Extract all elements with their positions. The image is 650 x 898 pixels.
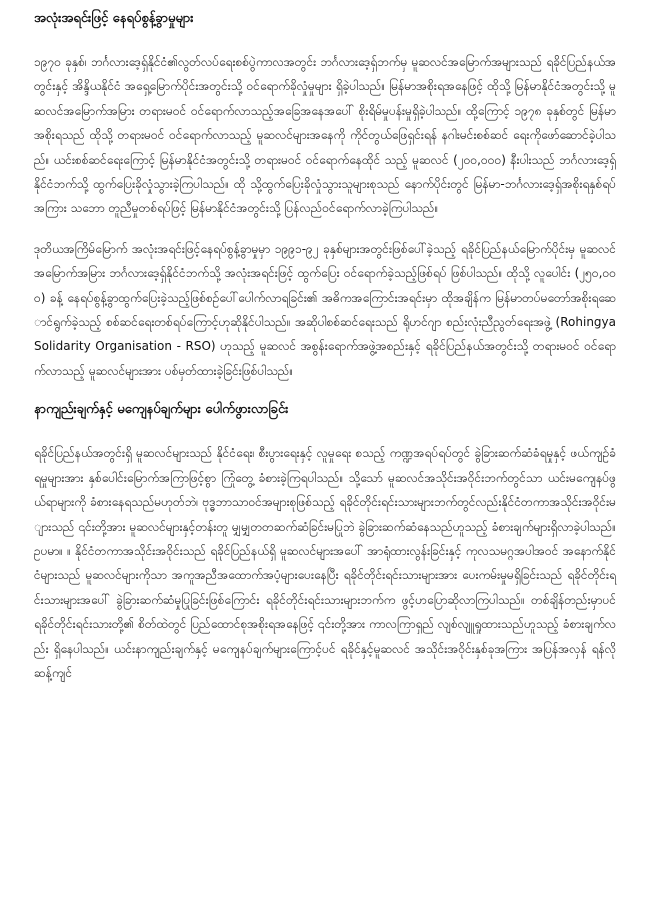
section-heading-mass-displacement: အလုံးအရင်းဖြင့် နေရပ်စွန့်ခွာမှုများ — [34, 11, 194, 26]
paragraph-grievances: ရခိုင်ပြည်နယ်အတွင်းရှိ မူဆလင်များသည် နိုင်ငံရေး၊ စီးပွားရေးနှင့် လူမှုရေး စသည့် ကဏ္ဍအရပ်ရပ်တွင် ခွဲခြားဆက်ဆံခံရမှုနှင့် ဖယ်ကျဉ်ခံရမှုများအား နှစ်ပေါင်းမြောက်အကြာဖြင့်စွာ ကြုံတွေ့ ခံစားခဲ့ကြရပါသည်။ သို့သော် မူဆလင်အသိုင်းအဝိုင်းဘက်တွင်သာ ယင်းမကျေနပ်ဖွယ်ရာများကို ခံစားနေရသည်မဟုတ်ဘဲ၊ ဗုဒ္ဓဘာသာဝင်အများစုဖြစ်သည့် ရခိုင်တိုင်းရင်းသားများဘက်တွင်လည်းနိုင်ငံတကာအသိုင်းအဝိုင်းများသည် ၎င်းတို့အား မူဆလင်များနှင့်တန်းတူ မျှမျှတတဆက်ဆံခြင်းမပြုဘဲ ခွဲခြားဆက်ဆံနေသည်ဟူသည့် ခံစားချက်များရှိလာခဲ့ပါသည်။ ဥပမာ။ ။ နိုင်ငံတကာအသိုင်းအဝိုင်းသည် ရခိုင်ပြည်နယ်ရှိ မူဆလင်များအပေါ် အာရုံထားလွန်းခြင်းနှင့် ကုလသမဂ္ဂအပါအဝင် အနောက်နိုင်ငံများသည် မူဆလင်များကိုသာ အကူအညီအထောက်အပံ့များပေးနေပြီး ရခိုင်တိုင်းရင်းသားများအား ပေးကမ်းမှုမရှိခြင်းသည် ရခိုင်တိုင်းရင်းသားများအပေါ် ခွဲခြားဆက်ဆံမှုပြုခြင်းဖြစ်ကြောင်း ရခိုင်တိုင်းရင်းသားများဘက်က ဖွင့်ဟပြောဆိုလာကြပါသည်။ တစ်ချိန်တည်းမှာပင် ရခိုင်တိုင်းရင်းသားတို့၏ စိတ်ထဲတွင် ပြည်ထောင်စုအစိုးရအနေဖြင့် ၎င်းတို့အား ကာလကြာရှည် လျစ်လျူရှုထားသည်ဟူသည့် ခံစားချက်လည်း ရှိနေပါသည်။ ယင်းနာကျည်းချက်နှင့် မကျေနပ်ချက်များကြောင့်ပင် ရခိုင်နှင့်မူဆလင် အသိုင်းအဝိုင်းနှစ်ခုအကြား အပြန်အလှန် ရန်လိုဆန့်ကျင် — [34, 446, 616, 680]
paragraph-1970-displacement: ၁၉၇၀ ခုနှစ်၊ ဘင်္ဂလားဒေ့ရှ်နိုင်ငံ၏လွတ်လပ်ရေးစစ်ပွဲကာလအတွင်း ဘင်္ဂလားဒေ့ရှ်ဘက်မှ မူဆလင်အမြောက်အများသည် ရခိုင်ပြည်နယ်အတွင်းနှင့် အိန္ဒိယနိုင်ငံ အရှေ့မြောက်ပိုင်းအတွင်းသို့ ဝင်ရောက်ခိုလှုံမှုများ ရှိခဲ့ပါသည်။ မြန်မာအစိုးရအနေဖြင့် ထိုသို့ မြန်မာနိုင်ငံအတွင်းသို့ မူဆလင်အမြောက်အမြား တရားမဝင် ဝင်ရောက်လာသည့်အခြေအနေအပေါ် စိုးရိမ်မှုပန်းမှုရှိခဲ့ပါသည်။ ထို့ကြောင့် ၁၉၇၈ ခုနှစ်တွင် မြန်မာအစိုးရသည် ထိုသို့ တရားမဝင် ဝင်ရောက်လာသည့် မူဆလင်များအနေကို ကိုင်တွယ်ဖြေရှင်းရန် နဂါးမင်းစစ်ဆင် ရေးကိုဖော်ဆောင်ခဲ့ပါသည်။ ယင်းစစ်ဆင်ရေးကြောင့် မြန်မာနိုင်ငံအတွင်းသို့ တရားမဝင် ဝင်ရောက်နေထိုင် သည့် မူဆလင် (၂၀၀,၀၀၀) နီးပါးသည် ဘင်္ဂလားဒေ့ရှ်နိုင်ငံဘက်သို့ ထွက်ပြေးခိုလှုံသွားခဲ့ကြပါသည်။ ထို သို့ထွက်ပြေးခိုလှုံသွားသူများစုသည် နောက်ပိုင်းတွင် မြန်မာ-ဘင်္ဂလားဒေ့ရှ်အစိုးရနှစ်ရပ်အကြား သဘော တူညီမှုတစ်ရပ်ဖြင့် မြန်မာနိုင်ငံအတွင်းသို့ ပြန်လည်ဝင်ရောက်လာခဲ့ကြပါသည်။ — [34, 55, 616, 216]
section-heading-grievances: နာကျည်းချက်နှင့် မကျေနပ်ချက်များ ပေါက်ဖွားလာခြင်း — [34, 402, 289, 418]
paragraph-1991-displacement: ဒုတိယအကြိမ်မြောက် အလုံးအရင်းဖြင့်နေရပ်စွန့်ခွာမှုမှာ ၁၉၉၁-၉၂ ခုနှစ်များအတွင်းဖြစ်ပေါ်ခဲ့သည့် ရခိုင်ပြည်နယ်မြောက်ပိုင်းမှ မူဆလင်အမြောက်အမြား ဘင်္ဂလားဒေ့ရှ်နိုင်ငံဘက်သို့ အလုံးအရင်းဖြင့် ထွက်ပြေး ဝင်ရောက်ခဲ့သည့်ဖြစ်ရပ် ဖြစ်ပါသည်။ ထိုသို့ လူပေါင်း (၂၅၀,၀၀၀) ခန့် နေရပ်စွန့်ခွာထွက်ပြေးခဲ့သည့်ဖြစ်စဉ်ပေါ်ပေါက်လာရခြင်း၏ အဓိကအကြောင်းအရင်းမှာ ထိုအချိန်က မြန်မာတပ်မတော်အစိုးရဆောင်ရွက်ခဲ့သည့် စစ်ဆင်ရေးတစ်ရပ်ကြောင့်ဟုဆိုနိုင်ပါသည်။ အဆိုပါစစ်ဆင်ရေးသည် ရိုဟင်ဂျာ စည်းလုံးညီညွတ်ရေးအဖွဲ့ (Rohingya Solidarity Organisation - RSO) ဟုသည့် မူဆလင် အစွန်းရောက်အဖွဲ့အစည်းနှင့် ရခိုင်ပြည်နယ်အတွင်းသို့ တရားမဝင် ဝင်ရောက်လာသည့် မူဆလင်များအား ပစ်မှတ်ထားခဲ့ခြင်းဖြစ်ပါသည်။ — [34, 241, 616, 378]
